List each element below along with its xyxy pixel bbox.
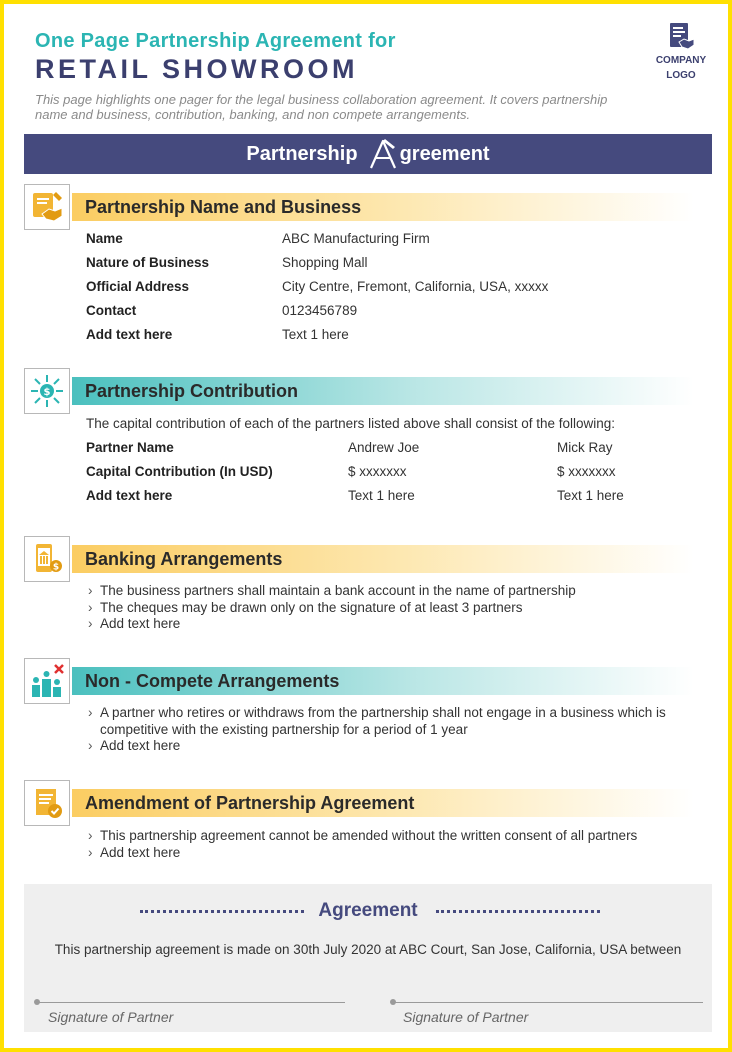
- agreement-box: [24, 884, 712, 1032]
- row-value: Shopping Mall: [282, 255, 368, 270]
- row-value: City Centre, Fremont, California, USA, xxxxx: [282, 279, 549, 294]
- list-item: › Add text here: [86, 616, 686, 633]
- row-col2: Text 1 here: [557, 488, 624, 503]
- logo-text-line2: LOGO: [666, 70, 696, 81]
- row-label: Name: [86, 231, 123, 246]
- agreement-title: Agreement: [318, 900, 418, 921]
- row-label: Add text here: [86, 327, 173, 342]
- agreement-text: This partnership agreement is made on 30th July 2020 at ABC Court, San Jose, California, USA between: [54, 942, 682, 957]
- svg-text:$: $: [43, 387, 51, 398]
- document-title-main: RETAIL SHOWROOM: [35, 54, 358, 84]
- signature-line-left: [37, 1002, 345, 1003]
- business-section-icon-box: [24, 184, 70, 230]
- partnership-agreement-banner: [24, 134, 712, 174]
- signature-label-left: Signature of Partner: [48, 1009, 174, 1025]
- row-label: Add text here: [86, 488, 173, 503]
- row-label: Capital Contribution (In USD): [86, 464, 273, 479]
- document-title-top: One Page Partnership Agreement for: [35, 30, 396, 52]
- banking-bullet-list: [86, 583, 686, 633]
- contribution-section-header: Partnership Contribution: [72, 377, 694, 405]
- pen-a-icon: [368, 138, 398, 170]
- noncompete-section-icon-box: [24, 658, 70, 704]
- row-col1: $ xxxxxxx: [348, 464, 407, 479]
- row-col1: Text 1 here: [348, 488, 415, 503]
- company-logo: [648, 22, 714, 82]
- agreement-title-row: [24, 900, 712, 922]
- noncompete-section-header: Non - Compete Arrangements: [72, 667, 694, 695]
- signature-label-right: Signature of Partner: [403, 1009, 529, 1025]
- handshake-document-icon: [667, 22, 695, 52]
- logo-text-line1: COMPANY: [655, 55, 707, 66]
- list-item: › A partner who retires or withdraws from the partnership shall not engage in a business which is competitive with the existing partnership for a period of 1 year: [86, 705, 686, 738]
- row-col2: Mick Ray: [557, 440, 613, 455]
- row-label: Nature of Business: [86, 255, 210, 270]
- competition-podium-icon: [29, 663, 65, 699]
- banner-text-left: Partnership: [246, 142, 358, 165]
- noncompete-bullet-list: [86, 705, 686, 755]
- handshake-scroll-icon: [30, 190, 64, 224]
- business-section-header: Partnership Name and Business: [72, 193, 694, 221]
- certificate-check-icon: [30, 786, 64, 820]
- list-item: › Add text here: [86, 845, 686, 862]
- svg-text:$: $: [52, 562, 60, 573]
- row-value: 0123456789: [282, 303, 358, 318]
- contribution-section-icon-box: [24, 368, 70, 414]
- title-divider-right: [436, 910, 600, 913]
- banner-text-right: greement: [399, 142, 490, 165]
- mobile-banking-icon: [30, 542, 64, 576]
- banking-section-icon-box: [24, 536, 70, 582]
- list-item: › Add text here: [86, 738, 686, 755]
- row-label: Partner Name: [86, 440, 174, 455]
- document-subtitle: This page highlights one pager for the legal business collaboration agreement. It covers partnership name and business, contribution, banking, and non compete arrangements.: [35, 92, 608, 122]
- signature-line-right: [393, 1002, 703, 1003]
- row-label: Official Address: [86, 279, 190, 294]
- list-item: › The cheques may be drawn only on the signature of at least 3 partners: [86, 600, 686, 617]
- row-value: Text 1 here: [282, 327, 349, 342]
- amendment-bullet-list: [86, 828, 686, 861]
- amendment-section-icon-box: [24, 780, 70, 826]
- row-label: Contact: [86, 303, 137, 318]
- row-col1: Andrew Joe: [348, 440, 420, 455]
- row-col2: $ xxxxxxx: [557, 464, 616, 479]
- row-value: ABC Manufacturing Firm: [282, 231, 430, 246]
- amendment-section-header: Amendment of Partnership Agreement: [72, 789, 694, 817]
- banking-section-header: Banking Arrangements: [72, 545, 694, 573]
- contribution-intro: The capital contribution of each of the partners listed above shall consist of the following:: [86, 416, 616, 431]
- dollar-network-icon: [29, 373, 65, 409]
- list-item: › The business partners shall maintain a bank account in the name of partnership: [86, 583, 686, 600]
- list-item: › This partnership agreement cannot be amended without the written consent of all partners: [86, 828, 686, 845]
